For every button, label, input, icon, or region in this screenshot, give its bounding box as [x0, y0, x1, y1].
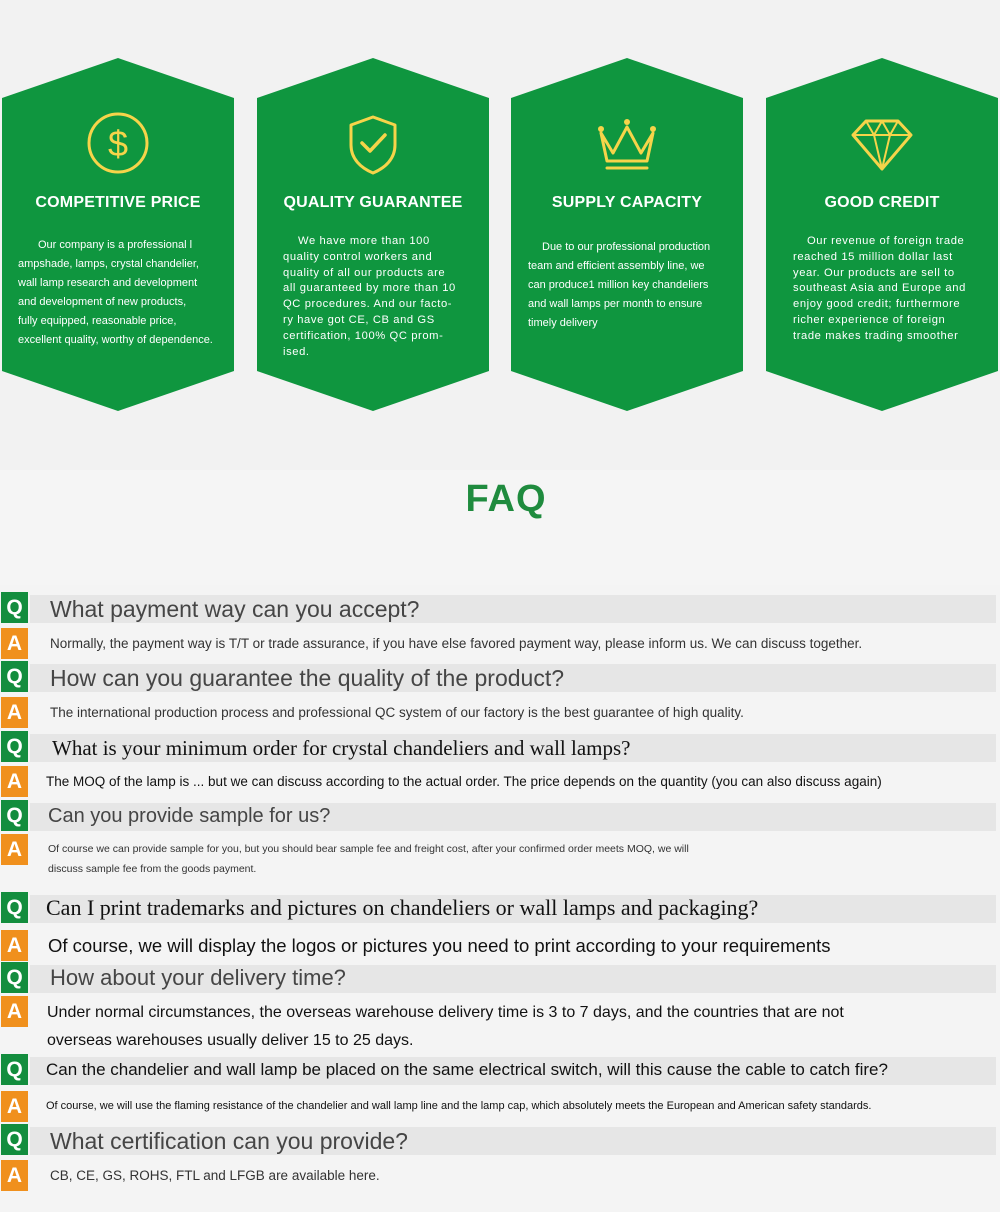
faq-answer-row [0, 697, 1000, 731]
question-text: Can you provide sample for us? [48, 805, 331, 827]
faq-question-row [0, 592, 1000, 626]
q-badge: Q [1, 731, 28, 762]
feature-card-competitive-price [2, 58, 234, 411]
answer-text: Normally, the payment way is T/T or trade assurance, if you have else favored payment way, please inform us. We can discuss together. [50, 636, 863, 651]
a-badge: A [1, 1160, 28, 1191]
q-badge: Q [1, 592, 28, 623]
dollar-circle-icon [78, 103, 158, 183]
q-badge: Q [1, 1054, 28, 1085]
answer-text: Of course, we will use the flaming resistance of the chandelier and wall lamp line and the lamp cap, which absolutely meets the European and American safety standards. [46, 1100, 872, 1112]
answer-text: The MOQ of the lamp is ... but we can discuss according to the actual order. The price depends on the quantity (you can also discuss again) [46, 774, 882, 789]
a-badge: A [1, 697, 28, 728]
faq-title: FAQ [465, 478, 547, 520]
feature-title: QUALITY GUARANTEE [283, 194, 463, 211]
feature-card-supply-capacity [511, 58, 743, 411]
feature-description: Our revenue of foreign trade reached 15 million dollar last year. Our products are sell to southeast Asia and Europe and enjoy good credit; furthermore richer experience of foreign trade makes trading smoother [793, 235, 966, 342]
q-badge: Q [1, 661, 28, 692]
a-badge: A [1, 628, 28, 659]
faq-answer-row [0, 834, 1000, 880]
faq-answer-row [0, 930, 1000, 964]
question-text: What is your minimum order for crystal chandeliers and wall lamps? [52, 736, 631, 760]
feature-title: SUPPLY CAPACITY [551, 194, 703, 211]
feature-card-quality-guarantee [257, 58, 489, 411]
answer-text: Of course, we will display the logos or pictures you need to print according to your requirements [48, 935, 831, 956]
feature-card-good-credit [766, 58, 998, 411]
a-badge: A [1, 766, 28, 797]
features-section [0, 0, 1000, 470]
feature-description: Due to our professional production team and efficient assembly line, we can produce1 million key chandeliers and wall lamps per month to ensure timely delivery [528, 241, 711, 329]
faq-question-row [0, 962, 1000, 996]
q-badge: Q [1, 962, 28, 993]
q-badge: Q [1, 892, 28, 923]
q-badge: Q [1, 1124, 28, 1155]
faq-question-row [0, 1054, 1000, 1088]
a-badge: A [1, 1091, 28, 1122]
question-text: What payment way can you accept? [50, 596, 420, 622]
faq-answer-row [0, 1160, 1000, 1194]
crown-icon [587, 103, 667, 183]
a-badge: A [1, 834, 28, 865]
faq-answer-row [0, 996, 1000, 1052]
q-badge: Q [1, 800, 28, 831]
feature-description: Our company is a professional l ampshade, lamps, crystal chandelier, wall lamp research and development and development of new products, fully equipped, reasonable price, excellent quality, worthy of dependence. [18, 239, 213, 346]
question-text: Can I print trademarks and pictures on chandeliers or wall lamps and packaging? [46, 895, 759, 920]
answer-text: Under normal circumstances, the overseas warehouse delivery time is 3 to 7 days, and the countries that are not overseas warehouses usually deliver 15 to 25 days. [47, 1004, 844, 1049]
faq-answer-row [0, 628, 1000, 662]
shield-check-icon [333, 103, 413, 183]
faq-question-row [0, 892, 1000, 926]
faq-question-row [0, 731, 1000, 765]
question-text: Can the chandelier and wall lamp be placed on the same electrical switch, will this cause the cable to catch fire? [46, 1060, 888, 1079]
svg-text:$: $ [107, 123, 129, 164]
feature-description: We have more than 100 quality control workers and quality of all our products are all guaranteed by more than 10 QC procedures. And our facto- ry have got CE, CB and GS certification, 100% QC prom- ised. [283, 235, 456, 358]
faq-question-row [0, 800, 1000, 834]
question-text: How about your delivery time? [50, 965, 346, 990]
answer-text: CB, CE, GS, ROHS, FTL and LFGB are available here. [50, 1168, 380, 1183]
a-badge: A [1, 930, 28, 961]
a-badge: A [1, 996, 28, 1027]
feature-title: COMPETITIVE PRICE [35, 194, 201, 211]
faq-question-row [0, 1124, 1000, 1158]
faq-answer-row [0, 1091, 1000, 1125]
answer-text: The international production process and professional QC system of our factory is the best guarantee of high quality. [50, 705, 744, 720]
faq-question-row [0, 661, 1000, 695]
question-text: What certification can you provide? [50, 1128, 408, 1154]
faq-answer-row [0, 766, 1000, 800]
diamond-icon [842, 103, 922, 183]
question-text: How can you guarantee the quality of the product? [50, 665, 565, 691]
answer-text: Of course we can provide sample for you, but you should bear sample fee and freight cost, after your confirmed order meets MOQ, we will discuss sample fee from the goods payment. [48, 843, 689, 875]
faq-heading-section [0, 470, 1000, 585]
feature-title: GOOD CREDIT [824, 194, 940, 211]
